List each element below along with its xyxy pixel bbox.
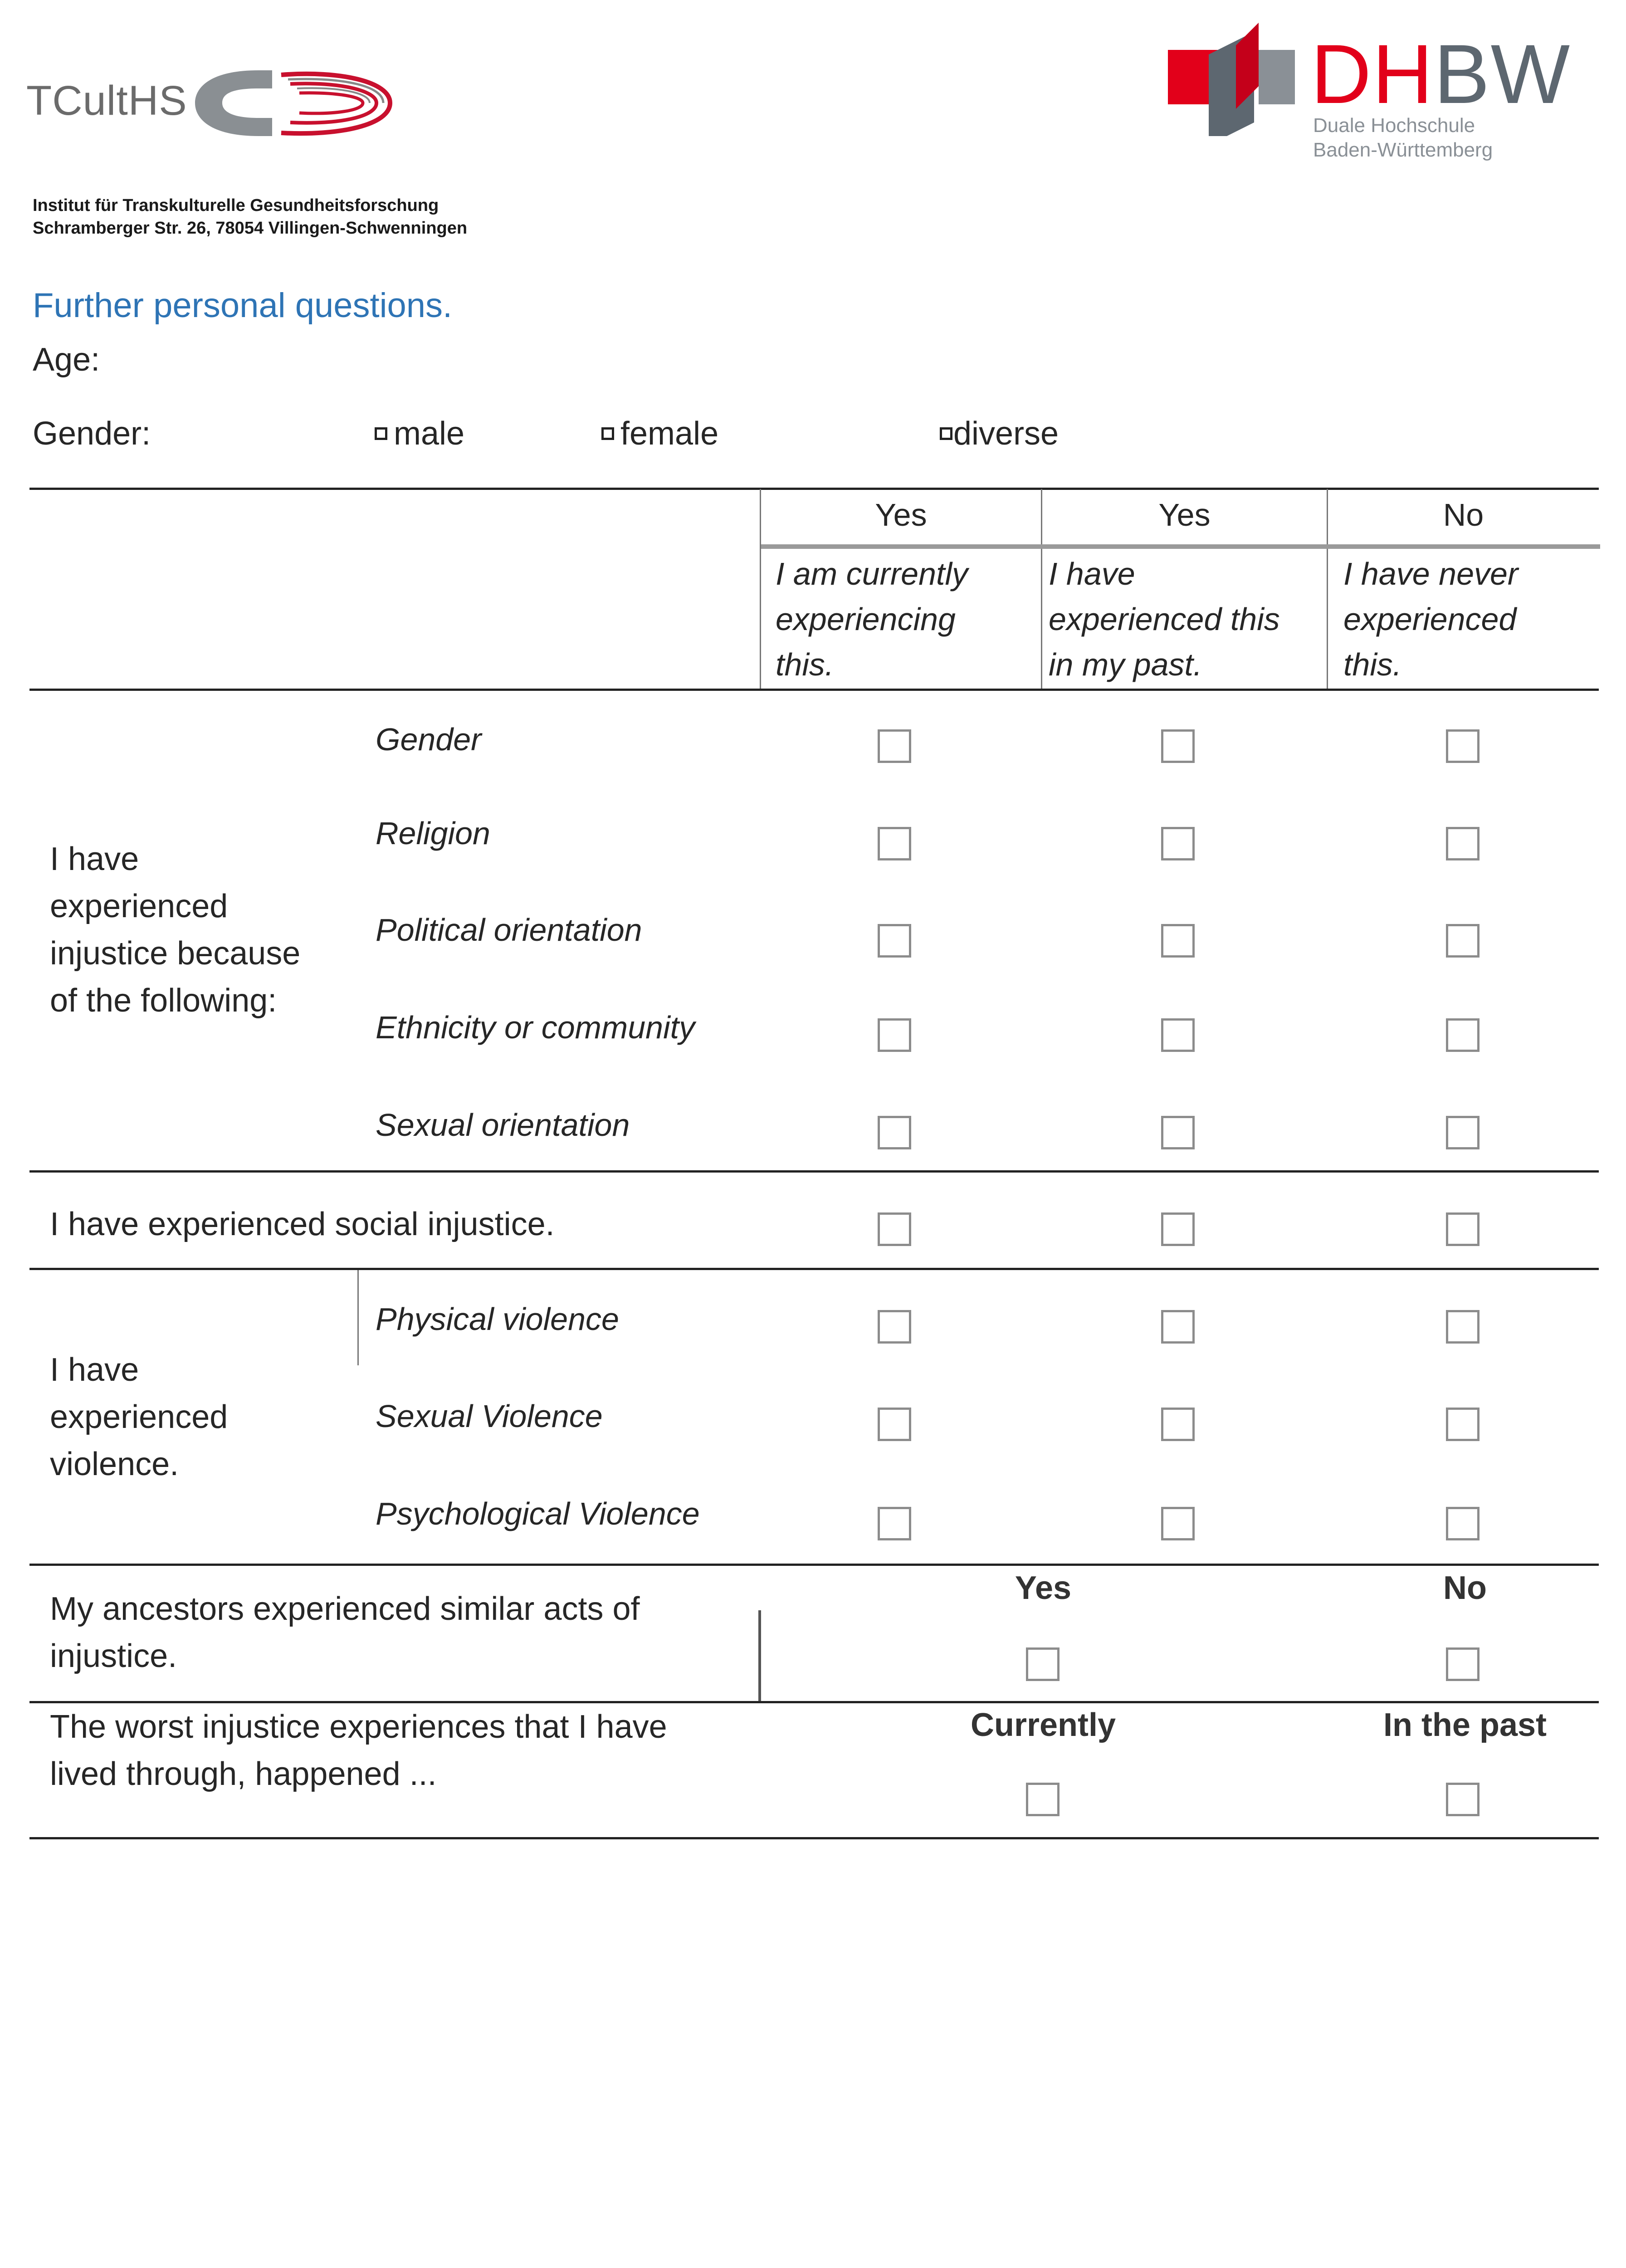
physical-never-checkbox[interactable] [1446,1310,1480,1344]
psychological-past-checkbox[interactable] [1161,1507,1195,1540]
col-subheader-current: I am currently experiencing this. [776,556,968,682]
item-gender: Gender [376,722,482,757]
worst-currently-header: Currently [970,1707,1116,1743]
header-bottom-rule [29,689,1599,691]
item-ethnicity: Ethnicity or community [376,1010,695,1045]
tcults-logo-swoosh-icon [190,61,404,145]
social-injustice-label: I have experienced social injustice. [50,1206,555,1242]
worst-injustice-label: The worst injustice experiences that I have lived through, happened ... [50,1709,667,1792]
table-top-rule [29,488,1599,490]
institute-address [33,194,467,240]
worst-currently-checkbox[interactable] [1026,1783,1060,1816]
injustice-group-label: I have experienced injustice because of the following: [50,841,301,1019]
table-bottom-rule [29,1837,1599,1839]
item-sexual-orientation: Sexual orientation [376,1107,630,1143]
worst-past-checkbox[interactable] [1446,1783,1480,1816]
ancestors-divider [758,1610,761,1701]
item-psychological-violence: Psychological Violence [376,1496,700,1531]
political-past-checkbox[interactable] [1161,924,1195,958]
col-header-yes-past: Yes [1158,497,1211,533]
tcults-logo-text: TCultHS [26,78,187,124]
dhbw-subtitle-line2: Baden-Württemberg [1313,139,1493,161]
item-political-orientation: Political orientation [376,912,642,948]
ancestors-no-checkbox[interactable] [1446,1647,1480,1681]
injustice-bottom-rule [29,1170,1599,1173]
header-grey-rule [761,544,1600,549]
sexual-violence-current-checkbox[interactable] [878,1408,911,1441]
physical-current-checkbox[interactable] [878,1310,911,1344]
sexual-orientation-past-checkbox[interactable] [1161,1116,1195,1149]
diverse-checkbox[interactable] [940,427,952,440]
religion-never-checkbox[interactable] [1446,827,1480,860]
worst-past-header: In the past [1383,1707,1547,1743]
dhbw-logo-mark-icon [1168,18,1299,136]
dhbw-logo-text [1311,28,1571,121]
dhbw-subtitle [1313,113,1493,162]
col-subheader-never: I have never experienced this. [1343,556,1519,682]
gender-option-male[interactable]: male [375,415,464,452]
gender-label: Gender: [33,415,151,452]
col-subheader-past: I have experienced this in my past. [1049,556,1280,682]
gender-never-checkbox[interactable] [1446,729,1480,763]
gender-past-checkbox[interactable] [1161,729,1195,763]
social-never-checkbox[interactable] [1446,1212,1480,1246]
section-title: Further personal questions. [33,286,453,325]
item-religion: Religion [376,816,490,851]
female-checkbox[interactable] [601,427,614,440]
political-never-checkbox[interactable] [1446,924,1480,958]
gender-option-female[interactable]: female [601,415,718,452]
sexual-orientation-current-checkbox[interactable] [878,1116,911,1149]
violence-divider [357,1270,359,1365]
gender-current-checkbox[interactable] [878,729,911,763]
male-checkbox[interactable] [375,427,387,440]
ancestors-yes-header: Yes [1015,1570,1072,1606]
political-current-checkbox[interactable] [878,924,911,958]
violence-bottom-rule [29,1564,1599,1566]
psychological-current-checkbox[interactable] [878,1507,911,1540]
physical-past-checkbox[interactable] [1161,1310,1195,1344]
ancestors-yes-checkbox[interactable] [1026,1647,1060,1681]
item-physical-violence: Physical violence [376,1301,619,1337]
item-sexual-violence: Sexual Violence [376,1398,603,1434]
col-header-yes-current: Yes [875,497,927,533]
ancestors-label: My ancestors experienced similar acts of injustice. [50,1591,640,1674]
ethnicity-past-checkbox[interactable] [1161,1018,1195,1052]
social-bottom-rule [29,1268,1599,1270]
religion-current-checkbox[interactable] [878,827,911,860]
col-header-no: No [1443,497,1484,533]
institute-name: Institut für Transkulturelle Gesundheitsforschung [33,196,439,215]
sexual-violence-never-checkbox[interactable] [1446,1408,1480,1441]
ethnicity-current-checkbox[interactable] [878,1018,911,1052]
ancestors-no-header: No [1443,1570,1487,1606]
gender-option-diverse[interactable]: diverse [940,415,1059,452]
institute-street: Schramberger Str. 26, 78054 Villingen-Schwenningen [33,219,468,238]
dhbw-bw: BW [1434,28,1571,121]
ethnicity-never-checkbox[interactable] [1446,1018,1480,1052]
violence-group-label: I have experienced violence. [50,1352,228,1482]
dhbw-dh: DH [1311,28,1434,121]
sexual-violence-past-checkbox[interactable] [1161,1408,1195,1441]
social-past-checkbox[interactable] [1161,1212,1195,1246]
age-label: Age: [33,342,100,378]
social-current-checkbox[interactable] [878,1212,911,1246]
dhbw-subtitle-line1: Duale Hochschule [1313,114,1475,137]
religion-past-checkbox[interactable] [1161,827,1195,860]
psychological-never-checkbox[interactable] [1446,1507,1480,1540]
sexual-orientation-never-checkbox[interactable] [1446,1116,1480,1149]
